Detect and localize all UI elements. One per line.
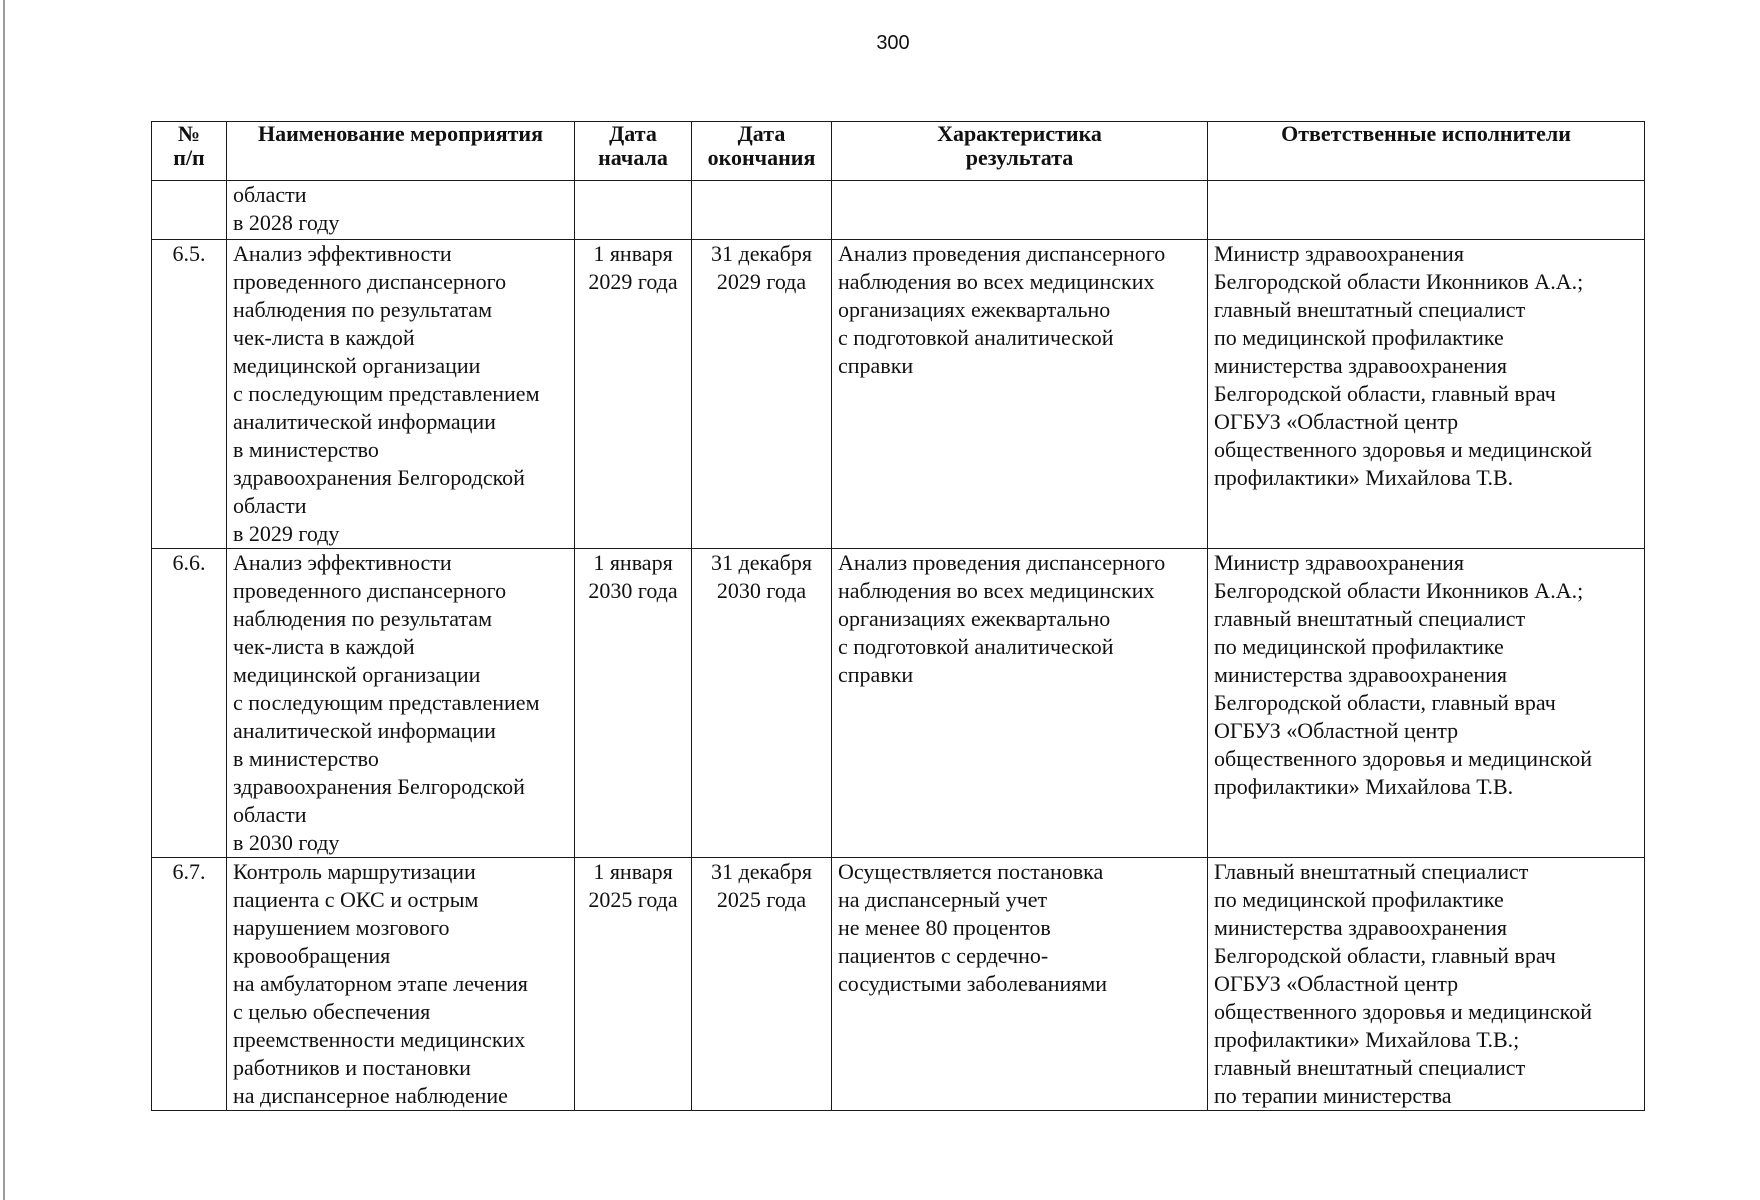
header-end-date: Дата окончания [692,122,832,181]
table-row [152,858,1645,1111]
cell-line: 1 января [593,859,673,884]
cell-responsible [1208,858,1645,1111]
cell-line: не менее 80 процентов [838,915,1051,940]
cell-start-date [575,181,692,240]
cell-line: с подготовкой аналитической [838,325,1114,350]
cell-line: по медицинской профилактике [1214,634,1504,659]
header-num: № п/п [152,122,227,181]
cell-line: в 2029 году [233,521,340,546]
cell-characteristic [832,240,1208,549]
cell-line: по терапии министерства [1214,1083,1452,1108]
cell-line: Министр здравоохранения [1214,550,1464,575]
cell-line: организациях ежеквартально [838,606,1111,631]
cell-line: Белгородской области, главный врач [1214,381,1556,406]
cell-line: 31 декабря [711,859,812,884]
header-characteristic: Характеристика результата [832,122,1208,181]
cell-line: Осуществляется постановка [838,859,1104,884]
cell-line: с целью обеспечения [233,999,431,1024]
cell-line: 2025 года [716,887,807,912]
cell-start-date [575,858,692,1111]
cell-line: министерства здравоохранения [1214,662,1508,687]
cell-end-date [692,240,832,549]
cell-line: 6.5. [172,241,206,266]
cell-line: профилактики» Михайлова Т.В. [1214,465,1514,490]
cell-line: 2030 года [588,578,678,603]
cell-line: в министерство [233,437,379,462]
cell-line: аналитической информации [233,718,496,743]
cell-end-date [692,181,832,240]
activities-table [151,121,1645,1111]
cell-line: здравоохранения Белгородской [233,774,525,799]
cell-line: наблюдения по результатам [233,297,492,322]
header-start-date: Дата начала [575,122,692,181]
cell-line: Главный внештатный специалист [1214,859,1529,884]
cell-line: наблюдения во всех медицинских [838,578,1155,603]
cell-name [227,181,575,240]
cell-line: аналитической информации [233,409,496,434]
header-responsible: Ответственные исполнители [1208,122,1645,181]
cell-line: министерства здравоохранения [1214,915,1508,940]
cell-responsible [1208,181,1645,240]
cell-line: наблюдения во всех медицинских [838,269,1155,294]
cell-line: главный внештатный специалист [1214,606,1526,631]
cell-start-date [575,240,692,549]
cell-line: кровообращения [233,943,391,968]
cell-line: нарушением мозгового [233,915,450,940]
cell-line: 6.7. [172,859,206,884]
cell-num [152,240,227,549]
cell-line: общественного здоровья и медицинской [1214,746,1592,771]
cell-line: Анализ эффективности [233,241,452,266]
cell-name [227,549,575,858]
cell-line: здравоохранения Белгородской [233,465,525,490]
cell-line: чек-листа в каждой [233,325,415,350]
cell-line: Контроль маршрутизации [233,859,476,884]
cell-line: Анализ проведения диспансерного [838,550,1166,575]
cell-line: проведенного диспансерного [233,578,507,603]
cell-line: главный внештатный специалист [1214,297,1526,322]
cell-line: в 2028 году [233,210,340,235]
cell-line: профилактики» Михайлова Т.В. [1214,774,1514,799]
cell-line: медицинской организации [233,353,481,378]
cell-num [152,181,227,240]
cell-line: Анализ проведения диспансерного [838,241,1166,266]
table-row [152,240,1645,549]
cell-characteristic [832,549,1208,858]
cell-line: работников и постановки [233,1055,471,1080]
cell-line: на амбулаторном этапе лечения [233,971,528,996]
cell-line: главный внештатный специалист [1214,1055,1526,1080]
cell-line: в министерство [233,746,379,771]
cell-line: области [233,182,307,207]
cell-line: пациента с ОКС и острым [233,887,479,912]
cell-line: наблюдения по результатам [233,606,492,631]
table-row [152,549,1645,858]
cell-responsible [1208,549,1645,858]
cell-characteristic [832,181,1208,240]
cell-name [227,858,575,1111]
cell-line: общественного здоровья и медицинской [1214,999,1592,1024]
page-number: 300 [876,32,910,54]
cell-line: ОГБУЗ «Областной центр [1214,971,1459,996]
cell-line: на диспансерное наблюдение [233,1083,508,1108]
cell-name [227,240,575,549]
cell-line: справки [838,353,914,378]
cell-line: ОГБУЗ «Областной центр [1214,409,1459,434]
cell-line: 2029 года [716,269,807,294]
cell-end-date [692,549,832,858]
scan-edge-line [3,0,5,1200]
cell-line: 2025 года [588,887,678,912]
cell-line: с последующим представлением [233,690,540,715]
cell-line: сосудистыми заболеваниями [838,971,1108,996]
cell-line: Белгородской области Иконников А.А.; [1214,578,1584,603]
table-row [152,181,1645,240]
cell-line: 6.6. [172,550,206,575]
cell-line: с подготовкой аналитической [838,634,1114,659]
cell-responsible [1208,240,1645,549]
cell-line: Министр здравоохранения [1214,241,1464,266]
cell-line: пациентов с сердечно- [838,943,1049,968]
cell-num [152,858,227,1111]
cell-line: Белгородской области Иконников А.А.; [1214,269,1584,294]
cell-line: медицинской организации [233,662,481,687]
cell-line: 1 января [593,550,673,575]
cell-line: области [233,493,307,518]
cell-line: чек-листа в каждой [233,634,415,659]
cell-line: проведенного диспансерного [233,269,507,294]
cell-line: организациях ежеквартально [838,297,1111,322]
cell-num [152,549,227,858]
cell-line: общественного здоровья и медицинской [1214,437,1592,462]
cell-line: Белгородской области, главный врач [1214,943,1556,968]
cell-line: по медицинской профилактике [1214,887,1504,912]
cell-end-date [692,858,832,1111]
cell-line: с последующим представлением [233,381,540,406]
header-name: Наименование мероприятия [227,122,575,181]
cell-characteristic [832,858,1208,1111]
cell-line: 2030 года [716,578,807,603]
cell-line: 2029 года [588,269,678,294]
cell-line: 31 декабря [711,550,812,575]
cell-line: ОГБУЗ «Областной центр [1214,718,1459,743]
cell-line: профилактики» Михайлова Т.В.; [1214,1027,1520,1052]
cell-line: Анализ эффективности [233,550,452,575]
table-body [152,181,1645,1111]
cell-line: справки [838,662,914,687]
cell-line: министерства здравоохранения [1214,353,1508,378]
cell-line: по медицинской профилактике [1214,325,1504,350]
cell-line: Белгородской области, главный врач [1214,690,1556,715]
cell-line: на диспансерный учет [838,887,1048,912]
cell-line: в 2030 году [233,830,340,855]
table-header-row [152,122,1645,181]
cell-line: 31 декабря [711,241,812,266]
cell-line: преемственности медицинских [233,1027,526,1052]
cell-start-date [575,549,692,858]
cell-line: области [233,802,307,827]
cell-line: 1 января [593,241,673,266]
